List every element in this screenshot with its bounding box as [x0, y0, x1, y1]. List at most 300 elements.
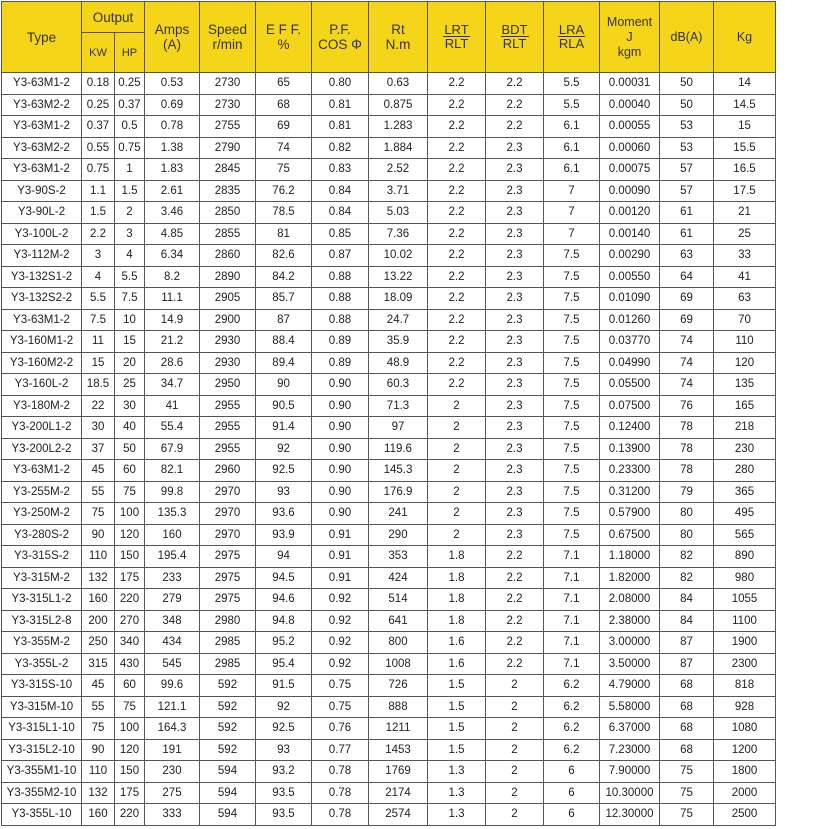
table-cell: 1 — [115, 159, 145, 181]
table-cell: Y3-315L1-2 — [2, 589, 82, 611]
table-cell: 81 — [256, 223, 312, 245]
table-cell: 93.5 — [256, 782, 312, 804]
table-cell: 25 — [115, 374, 145, 396]
table-cell: 89.4 — [256, 352, 312, 374]
table-cell: 57 — [660, 180, 714, 202]
table-cell: 93 — [256, 739, 312, 761]
table-cell: 74 — [256, 137, 312, 159]
table-cell: 424 — [369, 567, 428, 589]
table-cell: 88.4 — [256, 331, 312, 353]
table-cell: 7.5 — [544, 352, 600, 374]
table-cell: 2 — [486, 761, 544, 783]
table-cell: Y3-355M-2 — [2, 632, 82, 654]
table-cell: 7.1 — [544, 610, 600, 632]
table-cell: 2 — [428, 481, 486, 503]
table-cell: 7.5 — [544, 245, 600, 267]
table-cell: 928 — [714, 696, 776, 718]
table-cell: 82 — [660, 546, 714, 568]
table-cell: 160 — [82, 589, 115, 611]
col-lrt: $\frac{\text{LRT}}{\text{RLT}}$ — [428, 2, 486, 73]
table-cell: 2900 — [200, 309, 256, 331]
table-cell: 2.3 — [486, 223, 544, 245]
table-cell: 110 — [82, 546, 115, 568]
table-cell: 333 — [145, 804, 200, 826]
table-cell: 2 — [486, 739, 544, 761]
table-row — [2, 266, 776, 288]
table-cell: 50 — [660, 73, 714, 95]
table-cell: 1.5 — [428, 675, 486, 697]
table-cell: 6.34 — [145, 245, 200, 267]
table-cell: 7.5 — [544, 481, 600, 503]
table-cell: 0.84 — [312, 180, 369, 202]
table-cell: 65 — [256, 73, 312, 95]
table-cell: 75 — [82, 503, 115, 525]
table-header — [2, 2, 776, 73]
table-cell: 2.2 — [428, 159, 486, 181]
table-cell: 90 — [82, 524, 115, 546]
table-cell: 3.00000 — [600, 632, 660, 654]
table-cell: 1080 — [714, 718, 776, 740]
table-cell: 2.2 — [428, 374, 486, 396]
table-cell: 0.5 — [115, 116, 145, 138]
table-cell: Y3-250M-2 — [2, 503, 82, 525]
table-cell: 91.5 — [256, 675, 312, 697]
table-cell: 22 — [82, 395, 115, 417]
table-cell: 45 — [82, 460, 115, 482]
table-cell: 1.884 — [369, 137, 428, 159]
table-cell: 2 — [486, 696, 544, 718]
table-cell: 121.1 — [145, 696, 200, 718]
table-cell: 1.8 — [428, 610, 486, 632]
table-cell: 120 — [714, 352, 776, 374]
table-cell: 16.5 — [714, 159, 776, 181]
table-cell: 4.79000 — [600, 675, 660, 697]
table-cell: 2.3 — [486, 438, 544, 460]
table-cell: Y3-200L1-2 — [2, 417, 82, 439]
table-cell: 2 — [428, 438, 486, 460]
table-cell: 0.00055 — [600, 116, 660, 138]
table-cell: 15 — [714, 116, 776, 138]
table-cell: 0.67500 — [600, 524, 660, 546]
table-cell: 2.3 — [486, 309, 544, 331]
table-row — [2, 632, 776, 654]
table-cell: 7.5 — [544, 266, 600, 288]
table-cell: 2970 — [200, 524, 256, 546]
table-cell: Y3-315L2-8 — [2, 610, 82, 632]
table-cell: 164.3 — [145, 718, 200, 740]
table-cell: 7.5 — [544, 288, 600, 310]
table-cell: 2.2 — [428, 180, 486, 202]
table-cell: 50 — [115, 438, 145, 460]
table-cell: 48.9 — [369, 352, 428, 374]
table-cell: 79 — [660, 481, 714, 503]
table-cell: 68 — [660, 675, 714, 697]
col-lra: $\frac{\text{LRA}}{\text{RLA}}$ — [544, 2, 600, 73]
col-pf: P.F. COS Φ — [312, 2, 369, 73]
table-cell: 63 — [714, 288, 776, 310]
table-cell: 60.3 — [369, 374, 428, 396]
table-cell: 0.90 — [312, 417, 369, 439]
col-db: dB(A) — [660, 2, 714, 73]
motor-spec-table-container — [1, 1, 776, 826]
table-cell: 0.00075 — [600, 159, 660, 181]
table-cell: 592 — [200, 739, 256, 761]
table-cell: 50 — [660, 94, 714, 116]
table-cell: 120 — [115, 524, 145, 546]
table-cell: 6.1 — [544, 116, 600, 138]
table-cell: 2.2 — [428, 245, 486, 267]
table-cell: 25 — [714, 223, 776, 245]
table-cell: 0.89 — [312, 331, 369, 353]
table-cell: 10.02 — [369, 245, 428, 267]
table-row — [2, 567, 776, 589]
table-row — [2, 675, 776, 697]
table-cell: 78 — [660, 460, 714, 482]
table-cell: 53 — [660, 137, 714, 159]
table-cell: 2.3 — [486, 374, 544, 396]
table-cell: 2.3 — [486, 503, 544, 525]
table-cell: 2730 — [200, 73, 256, 95]
table-cell: 2.3 — [486, 202, 544, 224]
table-cell: 14.9 — [145, 309, 200, 331]
table-cell: 250 — [82, 632, 115, 654]
table-cell: 0.23300 — [600, 460, 660, 482]
table-cell: 2574 — [369, 804, 428, 826]
table-cell: 87 — [660, 632, 714, 654]
table-cell: 2.2 — [428, 73, 486, 95]
table-cell: 2.61 — [145, 180, 200, 202]
table-cell: 2860 — [200, 245, 256, 267]
table-cell: 90 — [82, 739, 115, 761]
table-cell: 514 — [369, 589, 428, 611]
table-cell: Y3-315L2-10 — [2, 739, 82, 761]
table-cell: 6.1 — [544, 159, 600, 181]
table-row — [2, 245, 776, 267]
table-cell: 2730 — [200, 94, 256, 116]
table-cell: 0.91 — [312, 524, 369, 546]
table-cell: 0.81 — [312, 116, 369, 138]
table-cell: 0.00031 — [600, 73, 660, 95]
table-cell: 2.2 — [428, 352, 486, 374]
table-cell: 0.76 — [312, 718, 369, 740]
table-cell: 110 — [714, 331, 776, 353]
table-cell: 0.78 — [312, 782, 369, 804]
table-cell: 6.2 — [544, 696, 600, 718]
table-cell: 94.6 — [256, 589, 312, 611]
table-cell: Y3-90S-2 — [2, 180, 82, 202]
table-cell: 0.63 — [369, 73, 428, 95]
table-cell: 78 — [660, 438, 714, 460]
table-cell: 340 — [115, 632, 145, 654]
table-cell: Y3-355M2-10 — [2, 782, 82, 804]
table-cell: 7 — [544, 202, 600, 224]
table-row — [2, 395, 776, 417]
table-cell: 2.2 — [486, 567, 544, 589]
table-cell: 35.9 — [369, 331, 428, 353]
table-cell: 270 — [115, 610, 145, 632]
table-cell: 21 — [714, 202, 776, 224]
table-row — [2, 804, 776, 826]
table-cell: 10 — [115, 309, 145, 331]
table-cell: 1.82000 — [600, 567, 660, 589]
table-row — [2, 417, 776, 439]
table-cell: 4 — [82, 266, 115, 288]
table-cell: 0.25 — [82, 94, 115, 116]
table-cell: 7.1 — [544, 632, 600, 654]
table-cell: 2 — [428, 395, 486, 417]
table-cell: 430 — [115, 653, 145, 675]
table-cell: 7.5 — [544, 460, 600, 482]
table-cell: 82.6 — [256, 245, 312, 267]
table-cell: 0.00290 — [600, 245, 660, 267]
table-cell: Y3-160M2-2 — [2, 352, 82, 374]
table-cell: 2.2 — [82, 223, 115, 245]
table-cell: 1.6 — [428, 653, 486, 675]
table-cell: 0.85 — [312, 223, 369, 245]
table-cell: Y3-112M-2 — [2, 245, 82, 267]
table-cell: 0.90 — [312, 374, 369, 396]
table-cell: 348 — [145, 610, 200, 632]
table-cell: 2.2 — [486, 653, 544, 675]
table-cell: 195.4 — [145, 546, 200, 568]
table-row — [2, 718, 776, 740]
table-cell: 2.2 — [486, 589, 544, 611]
table-cell: 1.5 — [115, 180, 145, 202]
table-cell: 0.53 — [145, 73, 200, 95]
col-bdt: $\frac{\text{BDT}}{\text{RLT}}$ — [486, 2, 544, 73]
table-cell: 0.78 — [145, 116, 200, 138]
table-cell: 1.3 — [428, 782, 486, 804]
table-cell: 0.00550 — [600, 266, 660, 288]
table-cell: 0.80 — [312, 73, 369, 95]
table-cell: 92.5 — [256, 718, 312, 740]
table-cell: 87 — [660, 653, 714, 675]
table-cell: 0.05500 — [600, 374, 660, 396]
table-cell: 0.90 — [312, 395, 369, 417]
table-cell: 2.08000 — [600, 589, 660, 611]
table-cell: 20 — [115, 352, 145, 374]
table-cell: 0.90 — [312, 503, 369, 525]
table-cell: 4.85 — [145, 223, 200, 245]
table-cell: 2.2 — [428, 223, 486, 245]
table-cell: 63 — [660, 245, 714, 267]
table-cell: 200 — [82, 610, 115, 632]
table-cell: 41 — [714, 266, 776, 288]
table-cell: 2.52 — [369, 159, 428, 181]
table-cell: 93.9 — [256, 524, 312, 546]
table-cell: 2500 — [714, 804, 776, 826]
table-cell: 1900 — [714, 632, 776, 654]
table-cell: Y3-90L-2 — [2, 202, 82, 224]
table-cell: 93.2 — [256, 761, 312, 783]
table-cell: 21.2 — [145, 331, 200, 353]
table-cell: 315 — [82, 653, 115, 675]
table-cell: 0.00040 — [600, 94, 660, 116]
table-cell: 2845 — [200, 159, 256, 181]
table-cell: 132 — [82, 567, 115, 589]
table-cell: 2980 — [200, 610, 256, 632]
table-row — [2, 503, 776, 525]
table-cell: 7.5 — [544, 309, 600, 331]
table-cell: 1100 — [714, 610, 776, 632]
table-cell: Y3-355L-10 — [2, 804, 82, 826]
table-cell: 592 — [200, 718, 256, 740]
table-cell: 68 — [256, 94, 312, 116]
table-cell: 150 — [115, 546, 145, 568]
table-cell: 2.2 — [486, 610, 544, 632]
table-cell: 0.00120 — [600, 202, 660, 224]
col-kw: KW — [82, 33, 115, 73]
table-row — [2, 653, 776, 675]
table-cell: 2.2 — [428, 288, 486, 310]
table-cell: 18.5 — [82, 374, 115, 396]
table-cell: 888 — [369, 696, 428, 718]
table-cell: 0.78 — [312, 804, 369, 826]
table-cell: 1.5 — [428, 696, 486, 718]
table-cell: 18.09 — [369, 288, 428, 310]
table-cell: 890 — [714, 546, 776, 568]
table-cell: 57 — [660, 159, 714, 181]
table-cell: 74 — [660, 374, 714, 396]
table-cell: 74 — [660, 352, 714, 374]
table-cell: 592 — [200, 696, 256, 718]
table-cell: 93.5 — [256, 804, 312, 826]
table-cell: 7.36 — [369, 223, 428, 245]
table-cell: 87 — [256, 309, 312, 331]
table-cell: 175 — [115, 782, 145, 804]
table-cell: 2970 — [200, 481, 256, 503]
motor-spec-table — [1, 1, 776, 826]
table-cell: 1.8 — [428, 567, 486, 589]
table-cell: 1211 — [369, 718, 428, 740]
table-cell: 2970 — [200, 503, 256, 525]
table-cell: 220 — [115, 804, 145, 826]
col-amps: Amps (A) — [145, 2, 200, 73]
table-cell: 2.3 — [486, 352, 544, 374]
table-cell: 495 — [714, 503, 776, 525]
table-cell: 2.2 — [486, 94, 544, 116]
table-cell: 14.5 — [714, 94, 776, 116]
table-cell: 2930 — [200, 352, 256, 374]
table-cell: 1769 — [369, 761, 428, 783]
table-cell: 2835 — [200, 180, 256, 202]
table-cell: 100 — [115, 718, 145, 740]
table-cell: Y3-63M1-2 — [2, 309, 82, 331]
table-cell: 353 — [369, 546, 428, 568]
table-cell: 2.38000 — [600, 610, 660, 632]
table-cell: 2960 — [200, 460, 256, 482]
table-cell: 69 — [660, 288, 714, 310]
table-cell: 1.283 — [369, 116, 428, 138]
table-cell: Y3-63M1-2 — [2, 73, 82, 95]
table-cell: 93 — [256, 481, 312, 503]
table-row — [2, 116, 776, 138]
col-rt: Rt N.m — [369, 2, 428, 73]
table-cell: 7.5 — [544, 503, 600, 525]
table-cell: 2.2 — [428, 331, 486, 353]
table-cell: 2.2 — [428, 309, 486, 331]
table-cell: 6 — [544, 804, 600, 826]
table-cell: 1800 — [714, 761, 776, 783]
table-cell: Y3-63M1-2 — [2, 116, 82, 138]
table-cell: 2.3 — [486, 288, 544, 310]
table-cell: 15 — [82, 352, 115, 374]
table-cell: 94.5 — [256, 567, 312, 589]
table-cell: 2.3 — [486, 395, 544, 417]
table-cell: 0.01260 — [600, 309, 660, 331]
table-row — [2, 761, 776, 783]
table-row — [2, 94, 776, 116]
table-cell: 0.04990 — [600, 352, 660, 374]
table-cell: 60 — [115, 460, 145, 482]
table-row — [2, 331, 776, 353]
table-cell: 84.2 — [256, 266, 312, 288]
table-cell: 290 — [369, 524, 428, 546]
table-row — [2, 524, 776, 546]
table-cell: 2.3 — [486, 331, 544, 353]
table-row — [2, 288, 776, 310]
table-cell: 28.6 — [145, 352, 200, 374]
table-cell: 2.2 — [428, 266, 486, 288]
table-cell: 545 — [145, 653, 200, 675]
table-cell: 0.13900 — [600, 438, 660, 460]
table-cell: 55.4 — [145, 417, 200, 439]
table-cell: 1.5 — [428, 718, 486, 740]
table-row — [2, 481, 776, 503]
table-cell: 2 — [115, 202, 145, 224]
table-cell: 78.5 — [256, 202, 312, 224]
table-cell: 15 — [115, 331, 145, 353]
table-cell: 0.75 — [312, 696, 369, 718]
table-cell: 2.2 — [428, 137, 486, 159]
table-cell: 2905 — [200, 288, 256, 310]
table-cell: 10.30000 — [600, 782, 660, 804]
table-cell: 1.3 — [428, 804, 486, 826]
table-cell: 90.5 — [256, 395, 312, 417]
table-row — [2, 159, 776, 181]
table-cell: 160 — [82, 804, 115, 826]
table-cell: 2000 — [714, 782, 776, 804]
table-body — [2, 73, 776, 826]
table-cell: 0.03770 — [600, 331, 660, 353]
table-cell: 1.5 — [82, 202, 115, 224]
table-cell: 0.90 — [312, 460, 369, 482]
table-cell: Y3-63M2-2 — [2, 137, 82, 159]
table-cell: 92 — [256, 438, 312, 460]
table-cell: 0.37 — [115, 94, 145, 116]
table-cell: 2985 — [200, 632, 256, 654]
table-cell: Y3-315M-10 — [2, 696, 82, 718]
table-cell: 37 — [82, 438, 115, 460]
table-cell: 0.57900 — [600, 503, 660, 525]
table-cell: 980 — [714, 567, 776, 589]
table-cell: 2.3 — [486, 245, 544, 267]
table-cell: 53 — [660, 116, 714, 138]
table-cell: 0.92 — [312, 653, 369, 675]
table-cell: 0.875 — [369, 94, 428, 116]
table-cell: 119.6 — [369, 438, 428, 460]
table-cell: 17.5 — [714, 180, 776, 202]
table-row — [2, 460, 776, 482]
table-cell: 2955 — [200, 417, 256, 439]
table-row — [2, 739, 776, 761]
table-cell: Y3-280S-2 — [2, 524, 82, 546]
table-row — [2, 223, 776, 245]
table-cell: 67.9 — [145, 438, 200, 460]
table-cell: 14 — [714, 73, 776, 95]
table-cell: 2174 — [369, 782, 428, 804]
table-cell: 80 — [660, 524, 714, 546]
